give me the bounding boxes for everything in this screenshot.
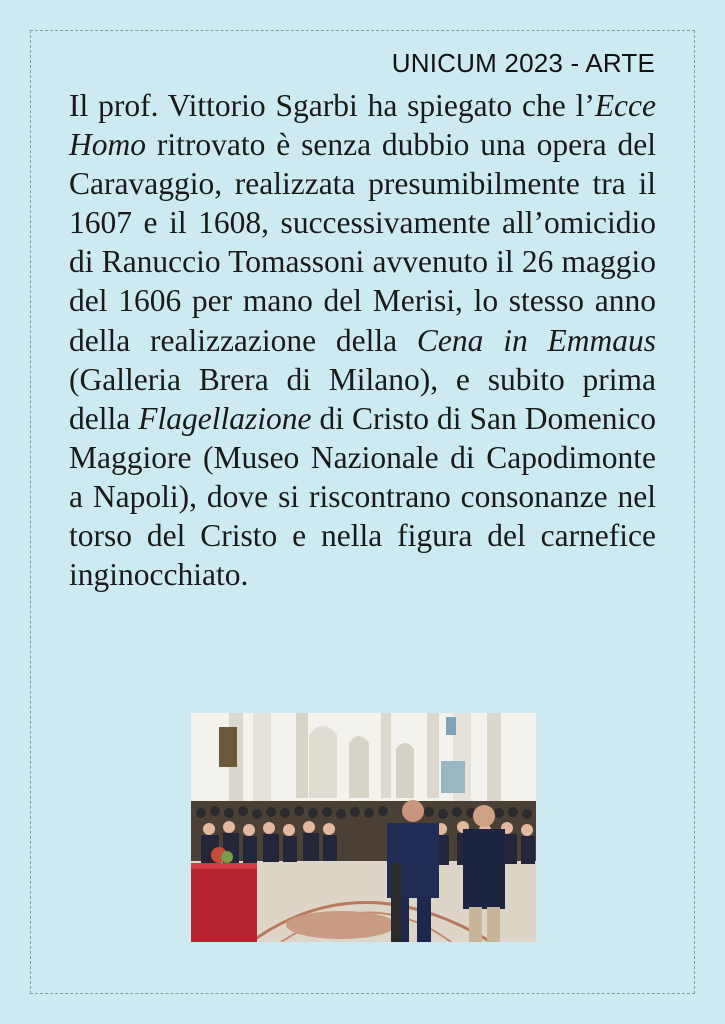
article-text-part-4: di Cristo di San Domenico Maggiore (Museo Nazionale di Capodimonte a Napoli), dove si riscontrano consonanze nel torso del Cristo e nella figura del carnefice inginocchiato. <box>69 400 657 593</box>
artwork-title-flagellazione: Flagellazione <box>138 400 312 436</box>
article-text-part-2: ritrovato è senza dubbio una opera del Caravaggio, realizzata presumibilmente tra il 1607 e il 1608, successivamente all’omicidio di Ranuccio Tomassoni avvenuto il 26 maggio del 1606 per mano del Merisi, lo stesso anno della realizzazione della <box>69 127 656 358</box>
artwork-title-cena-in-emmaus: Cena in Emmaus <box>416 322 656 358</box>
page-header: UNICUM 2023 - ARTE <box>391 48 655 78</box>
event-photo <box>191 713 536 942</box>
article-text-part-1: Il prof. Vittorio Sgarbi ha spiegato che l’ <box>69 88 595 123</box>
article-text-part-3: (Galleria Brera di Milano), e subito prima della <box>69 361 656 436</box>
artwork-title-ecce-homo: Ecce Homo <box>69 88 656 163</box>
article-text <box>69 86 656 594</box>
